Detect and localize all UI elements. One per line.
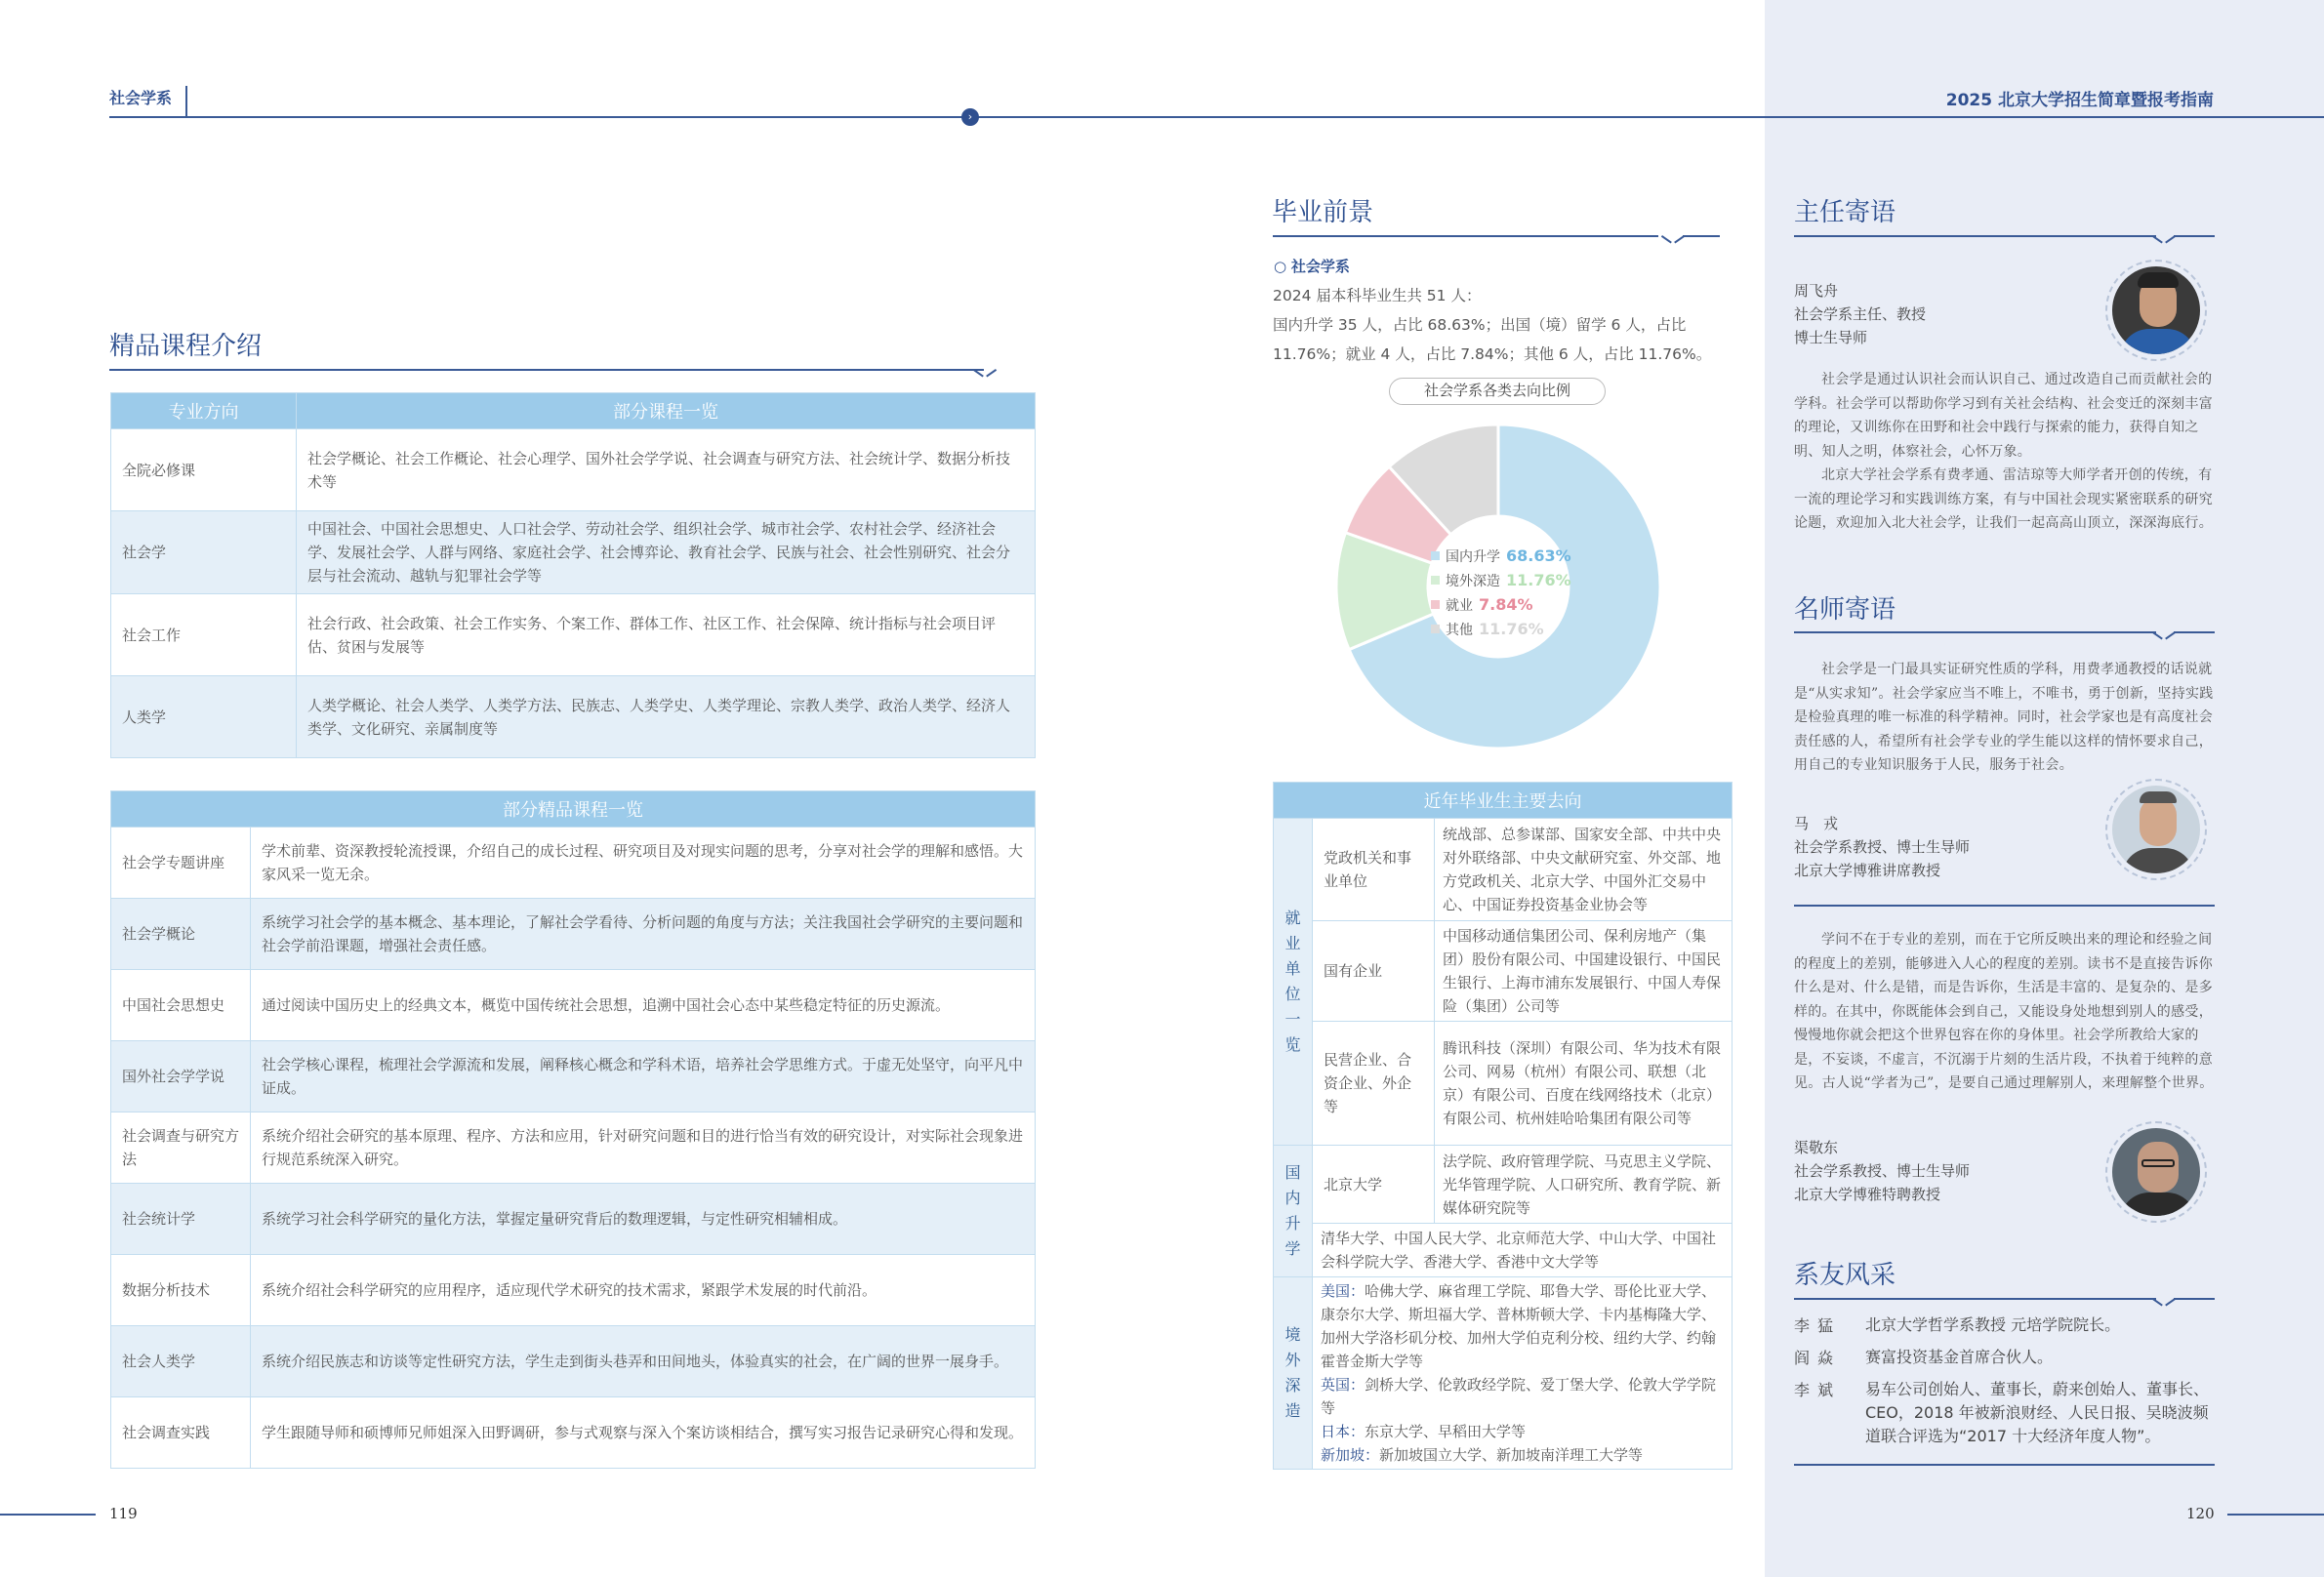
alumni-title-rule-end xyxy=(2174,1298,2215,1300)
course-description: 学术前辈、资深教授轮流授课，介绍自己的成长过程、研究项目及对现实问题的思考，分享对社会学的理解和感悟。大家风采一览无余。 xyxy=(251,828,1036,899)
abroad-region xyxy=(1321,1420,1724,1443)
legend-swatch xyxy=(1431,551,1440,560)
major-courses-table xyxy=(110,392,1036,758)
course-name: 社会统计学 xyxy=(111,1184,251,1255)
director-info xyxy=(1794,279,1926,349)
header-rule xyxy=(109,116,2324,118)
table-row xyxy=(1274,921,1733,1022)
table-row xyxy=(111,676,1036,758)
school-list: 剑桥大学、伦敦政经学院、爱丁堡大学、伦敦大学学院等 xyxy=(1321,1376,1717,1417)
divider xyxy=(1794,905,2215,907)
alumni-desc: 易车公司创始人、董事长，蔚来创始人、董事长、CEO，2018 年被新浪财经、人民日报、吴晓波频道联合评选为“2017 十大经济年度人物”。 xyxy=(1865,1380,2210,1445)
table-row xyxy=(111,1112,1036,1184)
table-row xyxy=(111,429,1036,511)
major-name: 社会学 xyxy=(111,511,297,594)
legend-item xyxy=(1431,617,1571,641)
table-row xyxy=(111,970,1036,1041)
director-role: 博士生导师 xyxy=(1794,329,1868,346)
director-quote-p1: 社会学是通过认识社会而认识自己、通过改造自己而贡献社会的学科。社会学可以帮助你学习到有关社会结构、社会变迁的深刻丰富的理论，又训练你在田野和社会中践行与探索的能力，获得自知之明、知人之明，体察社会，心怀万象。 xyxy=(1794,372,2213,460)
legend-value: 11.76% xyxy=(1479,620,1544,638)
legend-swatch xyxy=(1431,625,1440,633)
teacher-1-info xyxy=(1794,812,1970,882)
legend-label: 就业 xyxy=(1446,597,1473,614)
abroad-label: 境外深造 xyxy=(1274,1277,1313,1470)
prospects-title-rule-end xyxy=(1683,235,1720,237)
course-description: 系统学习社会科学研究的量化方法，掌握定量研究背后的数理逻辑，与定性研究相辅相成。 xyxy=(251,1184,1036,1255)
abroad-list xyxy=(1313,1277,1733,1470)
page-number-left: 119 xyxy=(109,1505,138,1522)
prospects-subtitle: ○ 社会学系 xyxy=(1274,258,1350,275)
major-name: 社会工作 xyxy=(111,594,297,676)
school-list: 新加坡国立大学、新加坡南洋理工大学等 xyxy=(1379,1446,1644,1464)
course-name: 国外社会学学说 xyxy=(111,1041,251,1112)
alumni-name: 李斌 xyxy=(1794,1381,1842,1399)
table-row xyxy=(1274,1146,1733,1224)
director-title-rule xyxy=(1794,235,2156,237)
chart-title: 社会学系各类去向比例 xyxy=(1389,378,1606,405)
legend-label: 境外深造 xyxy=(1446,573,1500,589)
course-name: 社会人类学 xyxy=(111,1326,251,1397)
chevron-down-icon xyxy=(1664,235,1682,245)
director-avatar xyxy=(2105,260,2207,361)
teacher-quote-2: 学问不在于专业的差别，而在于它所反映出来的理论和经验之间的程度上的差别，能够进入人心的程度的差别。读书不是直接告诉你什么是对、什么是错，而是告诉你，生活是丰富的、是复杂的、是多样的。在其中，你既能体会到自己，又能设身处地想到别人的感受，慢慢地你就会把这个世界包容在你的身体里。社会学所教给大家的是，不妄谈，不虚言，不沉溺于片刻的生活片段，不执着于纯粹的意见。古人说“学者为己”，是要自己通过理解别人，来理解整个世界。 xyxy=(1794,932,2214,1091)
graduate-summary: 2024 届本科毕业生共 51 人： xyxy=(1273,287,1482,304)
employment-label: 就业单位一览 xyxy=(1274,819,1313,1146)
abroad-region xyxy=(1321,1279,1724,1373)
course-list: 中国社会、中国社会思想史、人口社会学、劳动社会学、组织社会学、城市社会学、农村社会学、经济社会学、发展社会学、人群与网络、家庭社会学、社会博弈论、教育社会学、民族与社会、社会性别研究、社会分层与社会流动、越轨与犯罪社会学等 xyxy=(297,511,1036,594)
legend-label: 国内升学 xyxy=(1446,548,1500,565)
teacher-role: 社会学系教授、博士生导师 xyxy=(1794,838,1971,856)
courses-title-rule xyxy=(109,369,984,371)
legend-value: 11.76% xyxy=(1506,571,1571,589)
table-row xyxy=(111,1255,1036,1326)
unit-type: 北京大学 xyxy=(1313,1146,1435,1224)
region-name: 新加坡： xyxy=(1321,1446,1380,1464)
domestic-label: 国内升学 xyxy=(1274,1146,1313,1277)
course-name: 中国社会思想史 xyxy=(111,970,251,1041)
table-row xyxy=(1274,1224,1733,1277)
table-header: 部分精品课程一览 xyxy=(111,791,1036,828)
unit-list: 腾讯科技（深圳）有限公司、华为技术有限公司、网易（杭州）有限公司、联想（北京）有限公司、百度在线网络技术（北京）有限公司、杭州娃哈哈集团有限公司等 xyxy=(1435,1022,1733,1146)
divider xyxy=(1794,1464,2215,1466)
header-guide-title: 2025 北京大学招生简章暨报考指南 xyxy=(1945,91,2214,110)
table-row xyxy=(111,1326,1036,1397)
unit-list: 中国移动通信集团公司、保利房地产（集团）股份有限公司、中国建设银行、中国民生银行、上海市浦东发展银行、中国人寿保险（集团）公司等 xyxy=(1435,921,1733,1022)
abroad-region xyxy=(1321,1443,1724,1467)
chevron-down-icon xyxy=(2155,631,2173,641)
legend-swatch xyxy=(1431,576,1440,585)
school-list: 东京大学、早稻田大学等 xyxy=(1365,1423,1527,1440)
teacher-2-info xyxy=(1794,1136,1970,1206)
alumni-title: 系友风采 xyxy=(1794,1261,1896,1290)
course-name: 社会学专题讲座 xyxy=(111,828,251,899)
table-row xyxy=(111,1184,1036,1255)
teacher-name: 渠敬东 xyxy=(1794,1139,1839,1156)
course-name: 社会调查与研究方法 xyxy=(111,1112,251,1184)
alumni-name: 李猛 xyxy=(1794,1316,1842,1335)
table-row xyxy=(111,1041,1036,1112)
chevron-right-icon: › xyxy=(961,108,979,126)
course-description: 系统介绍民族志和访谈等定性研究方法，学生走到街头巷弄和田间地头，体验真实的社会，在广阔的世界一展身手。 xyxy=(251,1326,1036,1397)
legend-value: 7.84% xyxy=(1479,595,1533,614)
major-name: 全院必修课 xyxy=(111,429,297,511)
alumni-name: 阎焱 xyxy=(1794,1349,1842,1367)
director-title-rule-end xyxy=(2174,235,2215,237)
teacher-role: 北京大学博雅讲席教授 xyxy=(1794,862,1941,879)
chart-legend xyxy=(1431,544,1571,641)
table-header: 近年毕业生主要去向 xyxy=(1274,783,1733,819)
director-role: 社会学系主任、教授 xyxy=(1794,305,1927,323)
table-row xyxy=(1274,819,1733,921)
course-name: 数据分析技术 xyxy=(111,1255,251,1326)
table-header: 部分课程一览 xyxy=(297,393,1036,429)
footer-rule xyxy=(2227,1514,2324,1516)
unit-type: 民营企业、合资企业、外企等 xyxy=(1313,1022,1435,1146)
alumni-item xyxy=(1794,1310,2223,1342)
unit-list: 统战部、总参谋部、国家安全部、中共中央对外联络部、中央文献研究室、外交部、地方党政机关、北京大学、中国外汇交易中心、中国证券投资基金业协会等 xyxy=(1435,819,1733,921)
course-description: 社会学核心课程，梳理社会学源流和发展，阐释核心概念和学科术语，培养社会学思维方式。于虚无处坚守，向平凡中证成。 xyxy=(251,1041,1036,1112)
chevron-down-icon xyxy=(2155,1298,2173,1308)
course-list: 社会学概论、社会工作概论、社会心理学、国外社会学学说、社会调查与研究方法、社会统计学、数据分析技术等 xyxy=(297,429,1036,511)
page-number-right: 120 xyxy=(2186,1505,2215,1522)
school-list: 哈佛大学、麻省理工学院、耶鲁大学、哥伦比亚大学、康奈尔大学、斯坦福大学、普林斯顿大学、卡内基梅隆大学、加州大学洛杉矶分校、加州大学伯克利分校、纽约大学、约翰霍普金斯大学等 xyxy=(1321,1282,1717,1370)
region-name: 英国： xyxy=(1321,1376,1366,1394)
legend-item xyxy=(1431,568,1571,592)
course-description: 学生跟随导师和硕博师兄师姐深入田野调研，参与式观察与深入个案访谈相结合，撰写实习报告记录研究心得和发现。 xyxy=(251,1397,1036,1469)
course-name: 社会调查实践 xyxy=(111,1397,251,1469)
course-description: 系统介绍社会研究的基本原理、程序、方法和应用，针对研究问题和目的进行恰当有效的研究设计，对实际社会现象进行规范系统深入研究。 xyxy=(251,1112,1036,1184)
unit-type: 党政机关和事业单位 xyxy=(1313,819,1435,921)
course-list: 人类学概论、社会人类学、人类学方法、民族志、人类学史、人类学理论、宗教人类学、政治人类学、经济人类学、文化研究、亲属制度等 xyxy=(297,676,1036,758)
table-row xyxy=(111,511,1036,594)
alumni-title-rule xyxy=(1794,1298,2156,1300)
teachers-title: 名师寄语 xyxy=(1794,595,1896,625)
teacher-2-avatar xyxy=(2105,1121,2207,1223)
teacher-quote-1: 社会学是一门最具实证研究性质的学科，用费孝通教授的话说就是“从实求知”。社会学家应当不唯上，不唯书，勇于创新，坚持实践是检验真理的唯一标准的科学精神。同时，社会学家也是有高度社会责任感的人，希望所有社会学专业的学生能以这样的情怀要求自己，用自己的专业知识服务于人民，服务于社会。 xyxy=(1794,662,2214,773)
unit-type: 国有企业 xyxy=(1313,921,1435,1022)
alumni-desc: 北京大学哲学系教授 元培学院院长。 xyxy=(1865,1315,2121,1334)
teacher-name: 马 戎 xyxy=(1794,815,1839,832)
legend-label: 其他 xyxy=(1446,622,1473,638)
course-list: 社会行政、社会政策、社会工作实务、个案工作、群体工作、社区工作、社会保障、统计指标与社会项目评估、贫困与发展等 xyxy=(297,594,1036,676)
prospects-title-rule xyxy=(1273,235,1658,237)
alumni-list xyxy=(1794,1310,2223,1448)
table-row xyxy=(111,1397,1036,1469)
chevron-down-icon xyxy=(976,369,994,379)
unit-list: 法学院、政府管理学院、马克思主义学院、光华管理学院、人口研究所、教育学院、新媒体研究院等 xyxy=(1435,1146,1733,1224)
teacher-role: 社会学系教授、博士生导师 xyxy=(1794,1162,1971,1180)
table-row xyxy=(1274,1022,1733,1146)
teacher-role: 北京大学博雅特聘教授 xyxy=(1794,1186,1941,1203)
table-header: 专业方向 xyxy=(111,393,297,429)
unit-list: 清华大学、中国人民大学、北京师范大学、中山大学、中国社会科学院大学、香港大学、香港中文大学等 xyxy=(1313,1224,1733,1277)
table-row xyxy=(111,899,1036,970)
director-quote-p2: 北京大学社会学系有费孝通、雷洁琼等大师学者开创的传统，有一流的理论学习和实践训练方案，有与中国社会现实紧密联系的研究论题，欢迎加入北大社会学，让我们一起高高山顶立，深深海底行。 xyxy=(1794,467,2213,531)
destinations-table xyxy=(1273,782,1733,1470)
prospects-title: 毕业前景 xyxy=(1272,198,1374,227)
graduate-stats-1: 国内升学 35 人，占比 68.63%；出国（境）留学 6 人，占比 xyxy=(1273,316,1687,334)
legend-item xyxy=(1431,592,1571,617)
alumni-desc: 赛富投资基金首席合伙人。 xyxy=(1865,1348,2054,1366)
graduate-stats-2: 11.76%；就业 4 人，占比 7.84%；其他 6 人，占比 11.76%。 xyxy=(1273,345,1712,363)
chevron-down-icon xyxy=(2155,235,2173,245)
header-divider xyxy=(185,86,187,117)
region-name: 日本： xyxy=(1321,1423,1366,1440)
featured-courses-table xyxy=(110,790,1036,1469)
course-description: 系统学习社会学的基本概念、基本理论，了解社会学看待、分析问题的角度与方法；关注我国社会学研究的主要问题和社会学前沿课题，增强社会责任感。 xyxy=(251,899,1036,970)
table-row xyxy=(111,828,1036,899)
director-name: 周飞舟 xyxy=(1794,282,1839,300)
teachers-title-rule xyxy=(1794,631,2156,633)
course-description: 系统介绍社会科学研究的应用程序，适应现代学术研究的技术需求，紧跟学术发展的时代前沿。 xyxy=(251,1255,1036,1326)
region-name: 美国： xyxy=(1321,1282,1366,1300)
legend-item xyxy=(1431,544,1571,568)
table-row xyxy=(1274,1277,1733,1470)
courses-title: 精品课程介绍 xyxy=(109,332,263,361)
legend-value: 68.63% xyxy=(1506,546,1571,565)
teacher-1-avatar xyxy=(2105,779,2207,880)
table-row xyxy=(111,594,1036,676)
major-name: 人类学 xyxy=(111,676,297,758)
course-description: 通过阅读中国历史上的经典文本，概览中国传统社会思想，追溯中国社会心态中某些稳定特征的历史源流。 xyxy=(251,970,1036,1041)
course-name: 社会学概论 xyxy=(111,899,251,970)
legend-swatch xyxy=(1431,600,1440,609)
director-title: 主任寄语 xyxy=(1794,198,1896,227)
abroad-region xyxy=(1321,1373,1724,1420)
teachers-title-rule-end xyxy=(2174,631,2215,633)
header-department: 社会学系 xyxy=(109,89,173,107)
alumni-item xyxy=(1794,1342,2223,1374)
footer-rule xyxy=(0,1514,96,1516)
alumni-item xyxy=(1794,1374,2223,1448)
